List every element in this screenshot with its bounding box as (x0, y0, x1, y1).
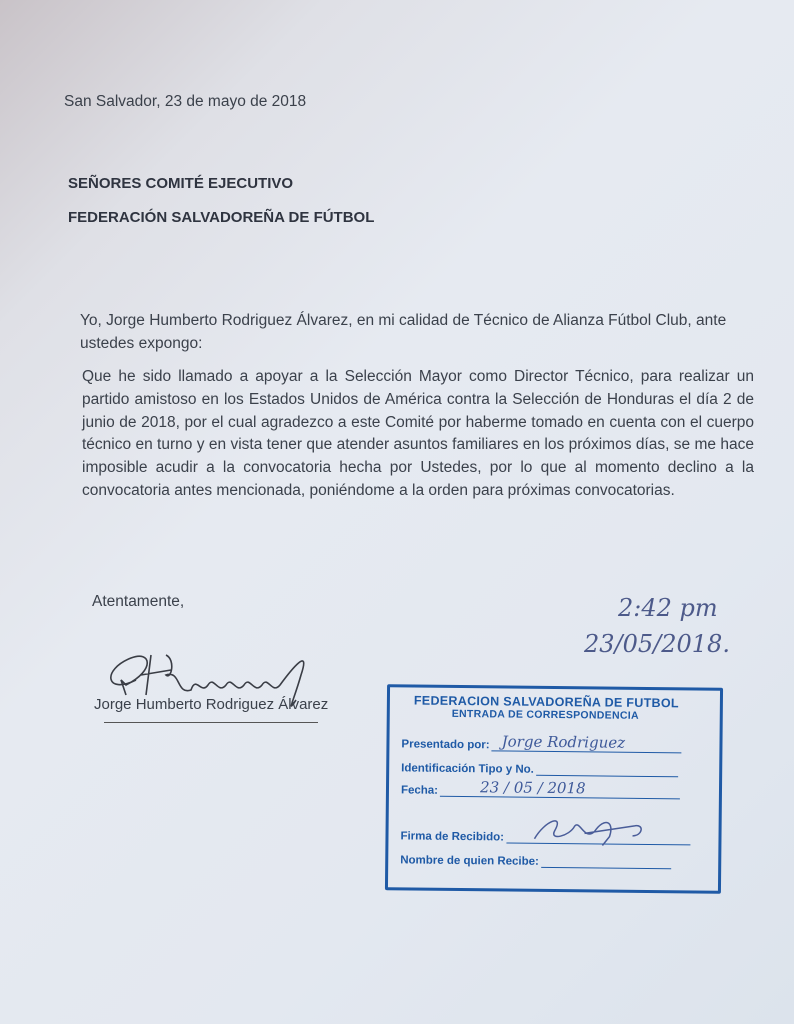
stamp-label: Fecha: (400, 784, 439, 797)
place-date: San Salvador, 23 de mayo de 2018 (64, 93, 307, 110)
handwritten-date: 23/05/2018. (584, 630, 730, 658)
signatory-name: Jorge Humberto Rodriguez Álvarez (94, 696, 329, 713)
receiver-signature-icon (524, 811, 654, 848)
intro-paragraph: Yo, Jorge Humberto Rodriguez Álvarez, en mi calidad de Técnico de Alianza Fútbol Club, ante ustedes expongo: (80, 312, 727, 352)
body-paragraph: Que he sido llamado a apoyar a la Selección Mayor como Director Técnico, para realizar un partido amistoso en los Estados Unidos de América contra la Selección de Honduras el día 2 de junio de 2018, por el cual agradezco a este Comité por haberme tomado en cuenta con el cuerpo técnico en turno y en vista tener que atender asuntos familiares en los próximos días, se me hace imposible acudir a la convocatoria hecha por Ustedes, por lo que al momento declino a la convocatoria antes mencionada, poniéndome a la orden para próximas convocatorias. (82, 368, 754, 499)
recipient-line-2: FEDERACIÓN SALVADOREÑA DE FÚTBOL (68, 209, 375, 226)
closing: Atentamente, (92, 593, 185, 610)
stamp-row-fecha (400, 778, 680, 799)
signature-line (104, 722, 318, 723)
stamp-value: Jorge Rodriguez (501, 732, 626, 752)
stamp-value: 23 / 05 / 2018 (479, 778, 586, 798)
stamp-subtitle: ENTRADA DE CORRESPONDENCIA (451, 707, 639, 722)
handwritten-time: 2:42 pm (618, 594, 718, 622)
recipient-line-1: SEÑORES COMITÉ EJECUTIVO (68, 175, 294, 192)
stamp-label: Identificación Tipo y No. (401, 762, 534, 776)
stamp-label: Presentado por: (401, 738, 490, 752)
stamp-title: FEDERACION SALVADOREÑA DE FUTBOL (413, 693, 679, 711)
reception-stamp (385, 684, 723, 894)
stamp-row-firma (400, 827, 690, 845)
stamp-row-presentado (401, 732, 681, 753)
stamp-label: Nombre de quien Recibe: (400, 854, 539, 868)
stamp-label: Firma de Recibido: (400, 830, 505, 844)
stamp-row-identificacion (401, 759, 678, 777)
stamp-row-nombre (400, 851, 671, 869)
